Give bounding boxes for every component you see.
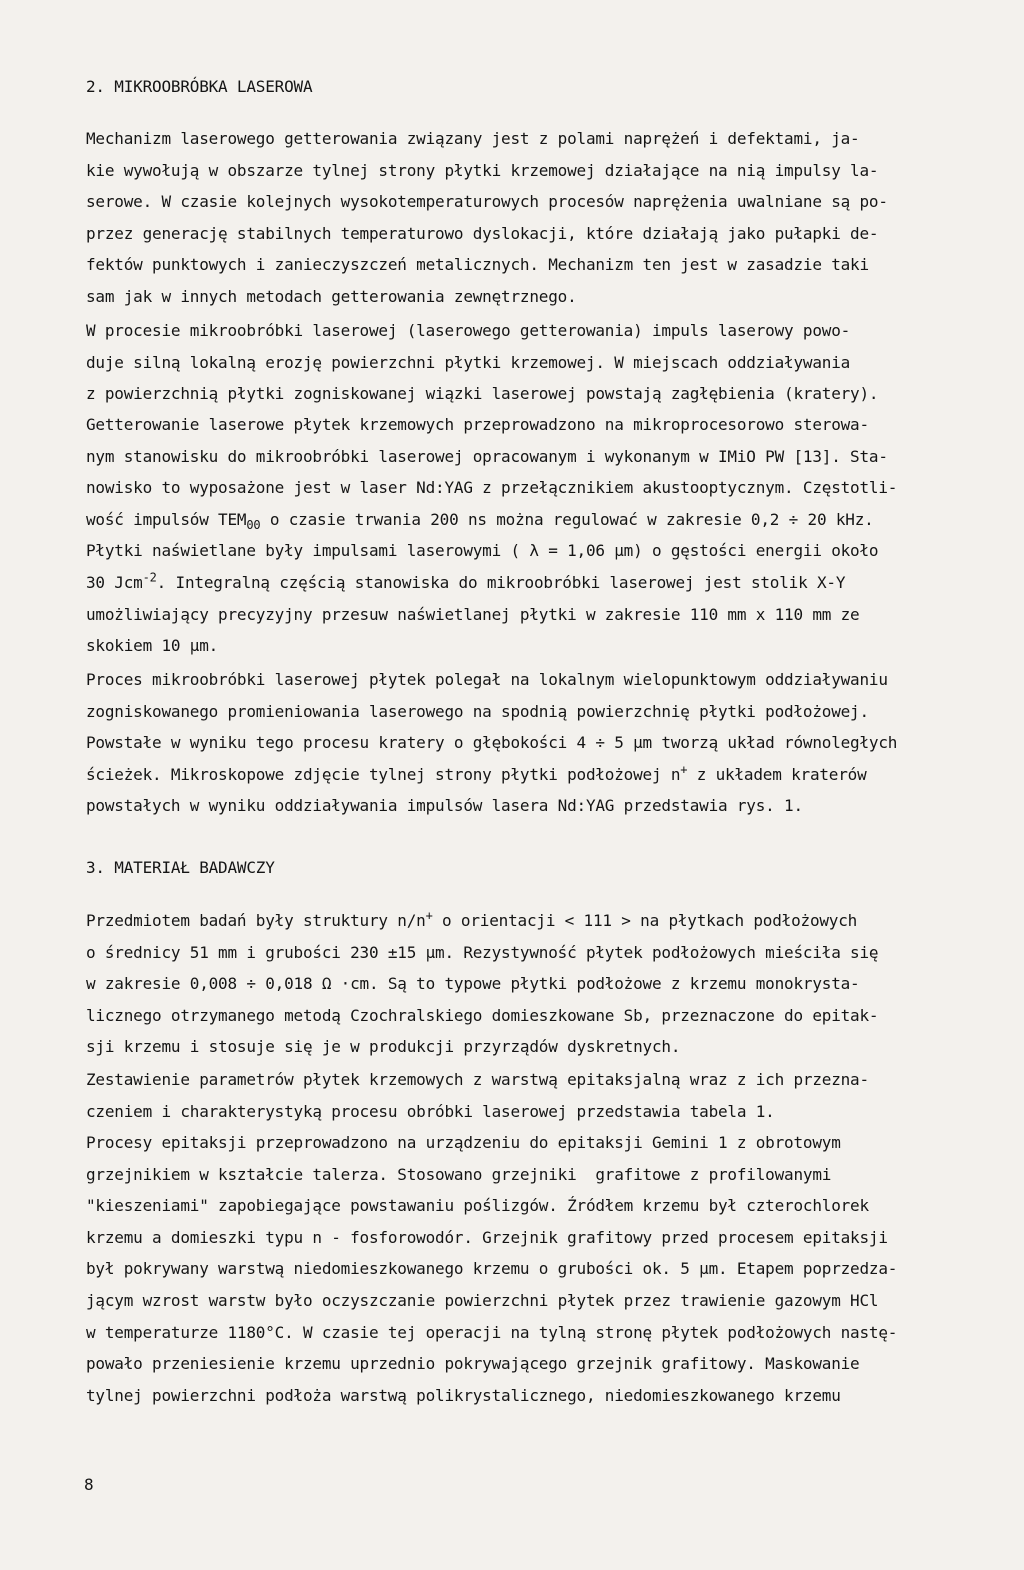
text-segment: z układem kraterów bbox=[687, 764, 867, 784]
text-segment: o czasie trwania 200 ns można regulować w zakresie 0,2 ÷ 20 kHz. bbox=[260, 509, 874, 529]
text-line: kie wywołują w obszarze tylnej strony płytki krzemowej działające na nią impulsy la- bbox=[86, 160, 879, 180]
paragraph bbox=[86, 315, 986, 410]
text-line: jącym wzrost warstw było oczyszczanie powierzchni płytek przez trawienie gazowym HCl bbox=[86, 1290, 879, 1310]
text-line: o średnicy 51 mm i grubości 230 ±15 µm. Rezystywność płytek podłożowych mieściła się bbox=[86, 942, 879, 962]
paragraph bbox=[86, 123, 986, 313]
text-line: nym stanowisku do mikroobróbki laserowej opracowanym i wykonanym w IMiO PW [13]. Sta- bbox=[86, 446, 888, 466]
text-line: Procesy epitaksji przeprowadzono na urządzeniu do epitaksji Gemini 1 z obrotowym bbox=[86, 1133, 841, 1152]
text-segment: ścieżek. Mikroskopowe zdjęcie tylnej strony płytki podłożowej n bbox=[86, 764, 681, 784]
text-segment: wość impulsów TEM bbox=[86, 509, 247, 529]
text-line: tylnej powierzchni podłoża warstwą polikrystalicznego, niedomieszkowanego krzemu bbox=[86, 1385, 841, 1405]
text-line: Powstałe w wyniku tego procesu kratery o głębokości 4 ÷ 5 µm tworzą układ równoległych bbox=[86, 733, 898, 753]
text-line: Mechanizm laserowego getterowania związany jest z polami naprężeń i defektami, ja- bbox=[86, 129, 860, 148]
text-line: powstałych w wyniku oddziaływania impulsów lasera Nd:YAG przedstawia rys. 1. bbox=[86, 796, 803, 816]
text-line: serowe. W czasie kolejnych wysokotemperaturowych procesów naprężenia uwalniane są po- bbox=[86, 192, 888, 212]
text-line: czeniem i charakterystyką procesu obróbki laserowej przedstawia tabela 1. bbox=[86, 1101, 775, 1121]
superscript: + bbox=[680, 762, 688, 777]
text-line: Proces mikroobróbki laserowej płytek polegał na lokalnym wielopunktowym oddziaływaniu bbox=[86, 670, 888, 689]
superscript: -2 bbox=[142, 570, 157, 585]
text-line bbox=[86, 567, 986, 599]
text-line: grzejnikiem w kształcie talerza. Stosowano grzejniki grafitowe z profilowanymi bbox=[86, 1164, 832, 1184]
text-line: przez generację stabilnych temperaturowo dyslokacji, które działają jako pułapki de- bbox=[86, 223, 879, 243]
text-line: umożliwiający precyzyjny przesuw naświetlanej płytki w zakresie 110 mm x 110 mm ze bbox=[86, 604, 860, 624]
text-line: nowisko to wyposażone jest w laser Nd:YAG z przełącznikiem akustooptycznym. Częstotli- bbox=[86, 478, 898, 498]
text-line: Płytki naświetlane były impulsami laserowymi ( λ = 1,06 µm) o gęstości energii około bbox=[86, 541, 879, 561]
text-line: w temperaturze 1180°C. W czasie tej operacji na tylną stronę płytek podłożowych nastę- bbox=[86, 1322, 898, 1342]
text-line: W procesie mikroobróbki laserowej (laserowego getterowania) impuls laserowy powo- bbox=[86, 321, 851, 340]
text-line: "kieszeniami" zapobiegające powstawaniu poślizgów. Źródłem krzemu był czterochlorek bbox=[86, 1196, 869, 1216]
text-line: z powierzchnią płytki zogniskowanej wiązki laserowej powstają zagłębienia (kratery). bbox=[86, 384, 879, 404]
superscript: + bbox=[425, 908, 433, 923]
section-heading-mikroobrobka: 2. MIKROOBRÓBKA LASEROWA bbox=[86, 77, 313, 96]
text-segment: o orientacji < 111 > na płytkach podłożowych bbox=[432, 911, 858, 930]
text-segment: 30 Jcm bbox=[86, 572, 143, 592]
text-line: sam jak w innych metodach getterowania zewnętrznego. bbox=[86, 286, 577, 306]
subscript: 00 bbox=[246, 517, 261, 532]
text-segment: Przedmiotem badań były struktury n/n bbox=[86, 911, 426, 930]
text-line bbox=[86, 504, 986, 536]
text-segment: . Integralną częścią stanowiska do mikroobróbki laserowej jest stolik X-Y bbox=[156, 572, 846, 592]
text-line: fektów punktowych i zanieczyszczeń metalicznych. Mechanizm ten jest w zasadzie taki bbox=[86, 255, 869, 275]
text-line: zogniskowanego promieniowania laserowego na spodnią powierzchnię płytki podłożowej. bbox=[86, 701, 869, 721]
paragraph bbox=[86, 1064, 986, 1127]
text-line bbox=[86, 905, 986, 937]
paragraph bbox=[86, 1127, 986, 1411]
text-line: w zakresie 0,008 ÷ 0,018 Ω ·cm. Są to typowe płytki podłożowe z krzemu monokrysta- bbox=[86, 974, 860, 994]
paragraph bbox=[86, 664, 986, 822]
text-line bbox=[86, 759, 986, 791]
text-line: duje silną lokalną erozję powierzchni płytki krzemowej. W miejscach oddziaływania bbox=[86, 352, 851, 372]
text-line: licznego otrzymanego metodą Czochralskiego domieszkowane Sb, przeznaczone do epitak- bbox=[86, 1005, 879, 1025]
text-line: krzemu a domieszki typu n - fosforowodór. Grzejnik grafitowy przed procesem epitaksji bbox=[86, 1227, 888, 1247]
text-line: Getterowanie laserowe płytek krzemowych przeprowadzono na mikroprocesorowo sterowa- bbox=[86, 415, 869, 434]
text-line: był pokrywany warstwą niedomieszkowanego krzemu o grubości ok. 5 µm. Etapem poprzedza- bbox=[86, 1259, 898, 1279]
text-line: sji krzemu i stosuje się je w produkcji przyrządów dyskretnych. bbox=[86, 1037, 681, 1057]
paragraph bbox=[86, 409, 986, 662]
paragraph bbox=[86, 905, 986, 1063]
text-line: Zestawienie parametrów płytek krzemowych z warstwą epitaksjalną wraz z ich przezna- bbox=[86, 1070, 869, 1089]
text-line: powało przeniesienie krzemu uprzednio pokrywającego grzejnik grafitowy. Maskowanie bbox=[86, 1354, 860, 1374]
section-heading-material: 3. MATERIAŁ BADAWCZY bbox=[86, 858, 275, 877]
text-line: skokiem 10 µm. bbox=[86, 636, 219, 656]
page-number: 8 bbox=[84, 1475, 94, 1494]
